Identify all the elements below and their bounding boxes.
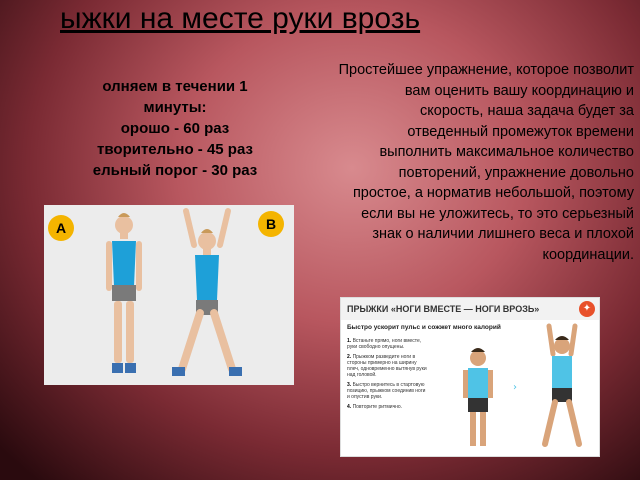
norms-line: ельный порог - 30 раз xyxy=(92,162,258,179)
card-subtitle: Быстро ускорит пульс и сожжет много калорий xyxy=(347,324,501,331)
card-steps xyxy=(347,338,429,414)
man-standing-icon xyxy=(463,348,493,446)
norms-block xyxy=(20,76,330,181)
figure-a-icon xyxy=(106,213,142,373)
norms-line: творительно - 45 раз xyxy=(97,141,253,158)
step-item: 4. Повторите ритмично. xyxy=(347,404,403,410)
instruction-card xyxy=(340,297,600,457)
card-header: ПРЫЖКИ «НОГИ ВМЕСТЕ — НОГИ ВРОЗЬ» xyxy=(341,298,599,320)
description-text: Простейшее упражнение, которое позволит вам оценить вашу координацию и скорость, наша задача будет за отведенный промежуток времени выполнить максимальное количество повторений, упражнение довольно простое, а норматив небольшой, поэтому если вы не уложитесь, то это серьезный знак о наличии лишнего веса и плохой координации. xyxy=(338,62,634,263)
man-jumping-icon xyxy=(545,326,579,444)
norms-line: минуты: xyxy=(143,99,207,116)
exercise-photo xyxy=(44,205,294,385)
page-title: ыжки на месте руки врозь xyxy=(60,2,421,35)
step-item: 1. Встаньте прямо, ноги вместе, руки свободно опущены. xyxy=(347,338,422,350)
step-item: 3. Быстро вернитесь в стартовую позицию, прыжком соединив ноги и опустив руки. xyxy=(347,382,426,400)
norms-line: орошо - 60 раз xyxy=(120,120,230,137)
badge-a: A xyxy=(48,215,74,241)
norms-line: олняем в течении 1 xyxy=(102,78,248,95)
woman-figures-illustration xyxy=(44,205,294,385)
arrow-right-icon: › xyxy=(513,382,517,393)
step-item: 2. Прыжком разведите ноги в стороны примерно на ширину плеч, одновременно вытянув руки над головой. xyxy=(347,354,427,378)
figure-b-icon xyxy=(172,211,242,376)
badge-b: B xyxy=(258,211,284,237)
running-man-icon: ✦ xyxy=(579,301,595,317)
